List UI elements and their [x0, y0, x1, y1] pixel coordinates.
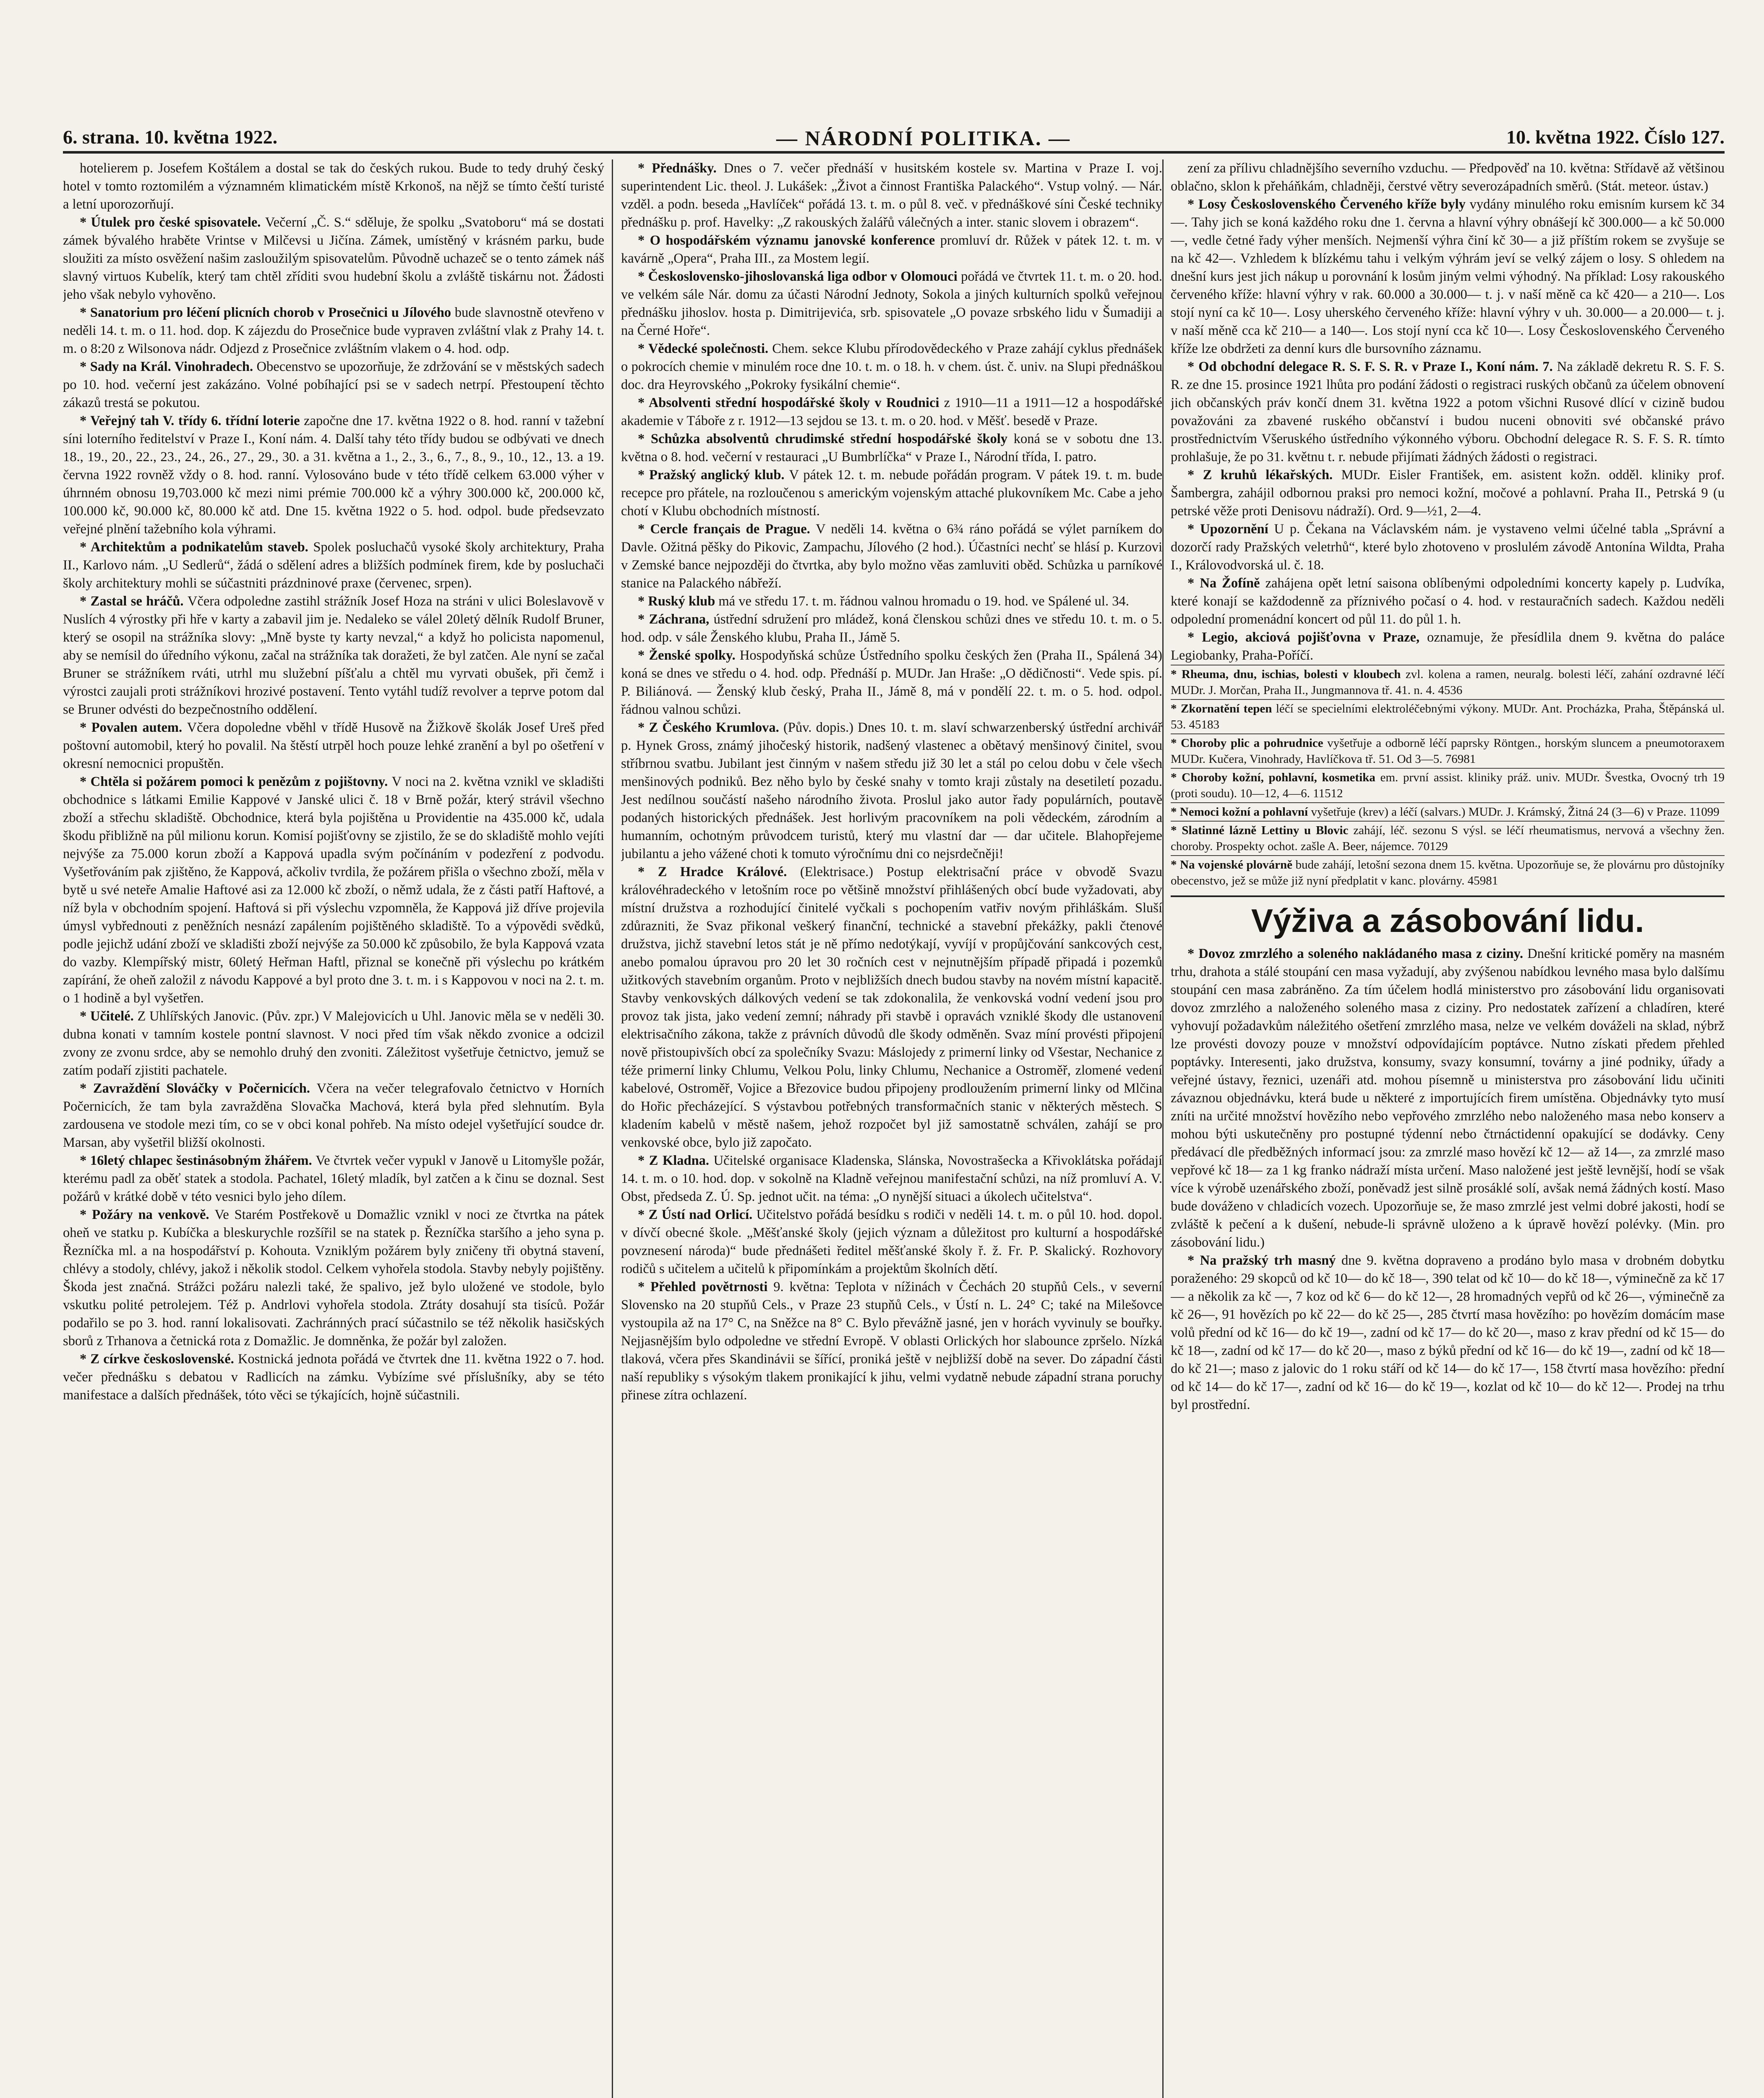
article-headline: * 16letý chlapec šestinásobným žhářem.: [80, 1153, 316, 1168]
article-headline: * Z církve československé.: [80, 1352, 238, 1367]
masthead: — NÁRODNÍ POLITIKA. —: [776, 126, 1071, 150]
article-text: Obecenstvo se upozorňuje, že zdržování se v městských sadech po 10. hod. večerní jest zakázáno. Volné pobíhající psi se v sadech netrpí. Přestoupení těchto zákazů trestá se pokutou.: [63, 359, 604, 410]
article-paragraph: [621, 1152, 1162, 1206]
article-text: bude zahájí, letošní sezona dnem 15. května. Upozorňuje se, že plovárnu pro důstojníky obecenstvo, jež se může již nyní předplatit v kanc. plovárny. 45981: [1171, 858, 1725, 887]
article-paragraph: [1171, 699, 1725, 733]
article-paragraph: [1171, 733, 1725, 768]
article-paragraph: [621, 863, 1162, 1152]
article-text: Ve čtvrtek večer vypukl v Janově u Litomyšle požár, kterému padl za oběť statek a stodola. Pachatel, 16letý mladík, byl zatčen a k činu se doznal. Sest požárů v krátké době v této vesnici bylo jeho dílem.: [63, 1153, 604, 1204]
article-text: Včera na večer telegrafovalo četnictvo v Horních Počernicích, že tam byla zavražděna Slovačka Machová, která byla před slehnutím. Byla zardousena ve stodole mezi tím, co se v obci konal pohřeb. Na místo odejel vyšetřující soudce dr. Marsan, aby vyšetřil bližší okolnosti.: [63, 1081, 604, 1150]
article-text: em. první assist. kliniky práž. univ. MUDr. Švestka, Ovocný trh 19 (proti soudu). 10—12, 4—6. 11512: [1171, 771, 1725, 800]
article-headline: * Cercle français de Prague.: [638, 522, 816, 537]
article-paragraph: [63, 214, 604, 304]
article-text: zvl. kolena a ramen, neuralg. bolesti léčí, zahání ozdravné léčí MUDr. J. Morčan, Praha II., Jungmannova tř. 41. n. 4. 4536: [1171, 668, 1725, 697]
article-paragraph: [63, 773, 604, 1007]
article-headline: * Požáry na venkově.: [80, 1207, 215, 1222]
article-paragraph: [63, 1152, 604, 1206]
article-headline: * Vědecké společnosti.: [638, 341, 772, 356]
article-paragraph: [621, 1278, 1162, 1404]
article-text: vyšetřuje a odborně léčí paprsky Röntgen., horským sluncem a pneumotoraxem MUDr. Kučera, Vinohrady, Havlíčkova tř. 51. Od 3—5. 76981: [1171, 736, 1725, 766]
article-paragraph: [1171, 768, 1725, 802]
article-paragraph: [63, 1350, 604, 1404]
article-text: léčí se specielními elektroléčebnými výkony. MUDr. Ant. Procházka, Praha, Štěpánská ul. 53. 45183: [1171, 702, 1725, 731]
article-text: MUDr. Eisler František, em. asistent kožn. odděl. kliniky prof. Šambergra, zahájil odbornou praksi pro nemoci kožní, močové a pohlavní. Praha II., Petrská 9 (u petrské věže proti Denisovu nádraží). Ord. 9—½1, 2—4.: [1171, 467, 1725, 519]
article-text: Dnes o 7. večer přednáší v husitském kostele sv. Martina v Praze I. voj. superintendent Lic. theol. J. Lukášek: „Život a činnost Františka Palackého“. Vstup volný. — Nár. vzděl. a podn. beseda „Havlíček“ pořádá 13. t. m. o půl 8. več. v přednáškové síni České techniky přednášku p. prof. Havelky: „Z rakouských žalářů válečných a inter. stanic slovem i obrazem“.: [621, 161, 1162, 230]
article-headline: * Choroby kožní, pohlavní, kosmetika: [1171, 771, 1380, 784]
article-paragraph: [1171, 466, 1725, 520]
article-headline: * Povalen autem.: [80, 720, 187, 735]
article-paragraph: [621, 430, 1162, 466]
article-headline: * Záchrana,: [638, 612, 714, 627]
article-headline: * Útulek pro české spisovatele.: [80, 215, 265, 230]
article-paragraph: [63, 1080, 604, 1152]
article-headline: * Učitelé.: [80, 1009, 138, 1024]
article-headline: * Ruský klub: [638, 594, 719, 609]
article-paragraph: [1171, 629, 1725, 665]
article-headline: * Zavraždění Slováčky v Počernicích.: [80, 1081, 317, 1096]
article-paragraph: [1171, 802, 1725, 821]
article-paragraph: [621, 719, 1162, 863]
article-text: Učitelské organisace Kladenska, Slánska, Novostrašecka a Křivoklátska pořádají 14. t. m. o 10. hod. dop. v sokolně na Kladně veřejnou manifestační schůzi, na níž promluví A. V. Obst, předseda Z. Ú. Sp. jednot učit. na téma: „O nynější situaci a úkolech učitelstva“.: [621, 1153, 1162, 1204]
article-headline: * Na pražský trh masný: [1187, 1253, 1341, 1268]
article-paragraph: [621, 159, 1162, 232]
classified-ads: [1171, 665, 1725, 890]
article-headline: * Československo-jihoslovanská liga odbor v Olomouci: [638, 269, 961, 284]
article-text: 9. května: Teplota v nížinách v Čechách 20 stupňů Cels., v severní Slovensko na 20 stupňů Cels., v Praze 23 stupňů Cels., v Ústí n. L. 24° C; také na Milešovce vystoupila až na 17° C, na Sněžce na 8° C. Bylo převážně jasné, jen v horách vyvinuly se bouřky. Nejjasnějším bylo odpoledne ve střední Evropě. V oblasti Orlických hor slabounce zpršelo. Nízká tlaková, včera přes Skandinávii se šířící, proniká ještě v nejbližší době na sever. Do západní části naší republiky s výsokým tlakem pronikající k jihu, velmi vydatně nebude západní strana poruchy přinese zítra ochlazení.: [621, 1279, 1162, 1403]
article-text: V neděli 14. května o 6¾ ráno pořádá se výlet parníkem do Davle. Ožitná pěšky do Pikovic, Zampachu, Jílového (2 hod.). Účastníci nechť se hlásí p. Kurzovi v Zemské bance nejpozději do čtvrtka, aby bylo možno věas zamluviti oběd. Schůzka u parníkové stanice na Palackého nábřeží.: [621, 522, 1162, 591]
article-text: z 1910—11 a 1911—12 a hospodářské akademie v Táboře z r. 1912—13 sejdou se 13. t. m. o 20. hod. v Měšť. besedě v Praze.: [621, 395, 1162, 428]
article-headline: * Choroby plic a pohrudnice: [1171, 736, 1328, 750]
article-headline: * Architektům a podnikatelům staveb.: [80, 540, 313, 555]
article-paragraph: [621, 268, 1162, 340]
article-paragraph: [63, 592, 604, 719]
article-text: zahájena opět letní saisona oblíbenými odpoledními koncerty kapely p. Ludvíka, které konají se každodenně za příznivého počasí o 4. hod. v restauračních sadech. Každou neděli odpolední promenádní koncert od půl 11. do půl 1. h.: [1171, 576, 1725, 627]
article-paragraph: [63, 412, 604, 538]
column-divider: [612, 159, 613, 2098]
article-paragraph: [621, 1206, 1162, 1278]
page-label: 6. strana. 10. května 1922.: [63, 126, 278, 148]
article-paragraph: [1171, 821, 1725, 855]
article-paragraph: [621, 592, 1162, 611]
article-text: U p. Čekana na Václavském nám. je vystaveno velmi účelné tabla „Správní a dozorčí rady Pražských veletrhů“, které bylo zhotoveno v proslulém závodě Antonína Wildta, Praha I., Královodvorská ul. č. 18.: [1171, 522, 1725, 573]
article-text: Dnešní kritické poměry na masném trhu, drahota a stálé stoupání cen masa vyžadují, aby zvýšenou nabídkou levného masa bylo dalšímu stoupání cen masa zabráněno. Za tím účelem hodlá ministerstvo pro zásobování lidu organisovati dovoz zmrzlého a naloženého soleného masa z ciziny. Pro nedostatek zařízení a chladíren, které vyhovují požadavkům náležitého ošetření zmrzlého masa, nelze ve velkém dováželi na sklad, nýbrž lze provésti dovozy pouze v množství odpovídajícím poptávce. Nutno získati předem přehled poptávky. Interesenti, jako družstva, konsumy, svazy konsumní, továrny a jiné podniky, úřady a veřejné ústavy, řeznici, uzenáři atd. mohou písemně u ministerstva pro zásobování lidu učiniti závaznou objednávku, která bude u některé z importujících firem umístěna. Objednávky tyto musí zníti na určité množství hovězího nebo vepřového zmrzlého nebo naloženého masa nebo konserv a mohou býti uskutečněny pro postupné týdenní nebo čtrnáctidenní opakující se dodávky. Ceny předávací dle předběžných informací jsou: za zmrzlé maso hovězí kč 12— až 14—, za zmrzlé maso vepřové kč 18— za 1 kg franko nádraží místa určení. Maso naložené jest ještě levnější, hodí se však více k výrobě uzenářského zboží, poněvadž jest silně prosáklé solí, avšak nemá žádných kostí. Maso bude dováženo v chladicích vozech. Upozorňuje se, že maso zmrzlé jest velmi dobré jakosti, hodí se zvláště k pečení a k dušení, nebude-li správně uloženo a k úpravě hovězí polévky. (Min. pro zásobování lidu.): [1171, 946, 1725, 1250]
article-headline: * Z kruhů lékařských.: [1187, 467, 1341, 483]
article-paragraph: [621, 394, 1162, 430]
article-paragraph: [621, 232, 1162, 268]
article-paragraph: [63, 1206, 604, 1350]
article-text: bude slavnostně otevřeno v neděli 14. t. m. o 11. hod. dop. K zájezdu do Prosečnice bude vypraven zvláštní vlak z Prahy 14. t. m. o 8:20 z Wilsonova nádr. Odjezd z Prosečnice zvláštním vlakem o 4. hod. odp.: [63, 305, 604, 356]
article-paragraph: [621, 340, 1162, 394]
article-headline: * Nemoci kožní a pohlavní: [1171, 805, 1311, 819]
article-text: promluví dr. Růžek v pátek 12. t. m. v kavárně „Opera“, Praha III., za Mostem legií.: [621, 233, 1162, 266]
article-text: Kostnická jednota pořádá ve čtvrtek dne 11. května 1922 o 7. hod. večer přednášku s debatou v Radlicích na zámku. Vybízíme své příslušníky, aby se této manifestace a dalších přednášek, tóto věci se týkajících, hojně súčastnili.: [63, 1352, 604, 1403]
article-headline: * Na vojenské plovárně: [1171, 858, 1296, 872]
article-text: Spolek posluchačů vysoké školy architektury, Praha II., Karlovo nám. „U Sedlerů“, žádá o sdělení adres a bližších podmínek firem, kde by posluchači školy architektury mohli se súčastniti prázdninové praxe (červenec, srpen).: [63, 540, 604, 591]
article-paragraph: [621, 647, 1162, 719]
article-text: Ve Starém Postřekově u Domažlic vznikl v noci ze čtvrtka na pátek oheň ve statku p. Kubíčka a bleskurychle rozšířil se na statek p. Řezníčka staršího a jeho syna p. Řezníčka ml. a na hospodářství p. Kohouta. Vzniklým požárem byly zničeny tři obytná stavení, chlévy a stodoly, chlévy, jakož i několik stodol. Celkem vyhořela stodola. Stavby nebyly pojištěny. Škoda jest značná. Strážci požáru nalezli také, že spalivo, jež bylo uložené ve stodole, bylo vskutku polité petrolejem. Též p. Andrlovi vyhořela stodola. Ztráty dosahují sta tisíců. Požár podařilo se po 3. hod. ranní lokalisovati. Zachránných prací súčastnilo se též několik hasičských sborů z Trhanova a četnická rota z Domažlic. Je domněnka, že požár byl založen.: [63, 1207, 604, 1349]
column-1: [63, 159, 604, 2098]
article-headline: * Z Hradce Králové.: [638, 864, 800, 879]
article-text: má ve středu 17. t. m. řádnou valnou hromadu o 19. hod. ve Spálené ul. 34.: [718, 594, 1129, 609]
article-text: (Elektrisace.) Postup elektrisační práce v obvodě Svazu královéhradeckého v letošním roce po většině množství přihlášených obcí bude vyžadovati, aby místní družstva a rozhodující činitelé vyčkali s pochopením vatřiv novým přihláškám. Sluší zdůrazniti, že Svaz přikonal veškerý finanční, technické a stavební překážky, pakli čtenové družstva, jichž stavební letos stát je ně přímo nedotýkají, vyvíjí v propůjčování sankcových cest, anebo pomalou úpravou pro 20 let 30 ročních cest v nejnutnějším případě připadá i pozemků užitkových stavebním organům. Proto v nejbližších dnech budou stavby na novém místní kapacitě. Stavby venkovských dálkových vedení se tak zdokonalila, že venkovská vodní vedení jsou pro provoz tak jista, jako vedení zemní; náhrady při stavbě i opravách vzniklé škody dle ustanovení elektrisačního zákona, takže z právních důvodů dle škody odměněn. Svaz míní provésti připojení nově přistoupivších obcí za společníky Svazu: Máslojedy z primerní linky od Všestar, Nechanice z téže primerní linky Chlumu, Velkou Polu, linky Chlumu, Nechanice a Ostroměř, zlomené vedení kabelové, Ostroměř, Vojice a Březovice budou připojeny prodloužením primerní linky od Mlčina do Hořic přecházející. S výstavbou potřebných transformačních stanic v některých městech. S kladením kabelů v městě našem, jehož rozpočet byl již samostatně schválen, zahájí se pro venkovské obce, bylo již započato.: [621, 864, 1162, 1150]
article-paragraph: [621, 466, 1162, 520]
article-text: započne dne 17. května 1922 o 8. hod. ranní v tažební síni loterního ředitelství v Praze I., Koní nám. 4. Další tahy této třídy budou se odbývati ve dnech 18., 19., 20., 22., 23., 24., 26., 27., 29., 30. a 31. května a 1., 2., 3., 6., 7., 8., 9., 10., 12., 13. a 19. června 1922 rovněž vždy o 8. hod. ranní. Vylosováno bude v této třídě celkem 63.000 výher v úhrnném obnosu 19,703.000 kč mezi nimi prémie 700.000 kč a výhry 300.000 kč, 200.000 kč, 100.000 kč, 90.000 kč, 80.000 kč atd. Dne 15. května 1922 o 5. hod. odpol. bude předsevzato veřejné plnění tažebního kola výhrami.: [63, 413, 604, 537]
article-text: vyšetřuje (krev) a léčí (salvars.) MUDr. J. Krámský, Žitná 24 (3—6) v Praze. 11099: [1311, 805, 1720, 819]
article-paragraph: [1171, 665, 1725, 699]
article-text: Včera odpoledne zastihl strážník Josef Hoza na stráni v ulici Boleslavově v Nuslích 4 výrostky při hře v karty a zabavil jim je. Nedaleko se válel 20letý dělník Rudolf Bruner, který se osopil na strážníka slovy: „Mně byste ty karty nevzal,“ a když ho policista napomenul, aby se nemísil do úředního výkonu, začal na strážníka tak doražeti, že byl zatčen. Ale nyní se začal Bruner se strážníkem rváti, utrhl mu služební píšťalu a chtěl mu vyrvati obušek, při čemž i výrostci zaujali proti strážníkovi hrozivé postavení. Tento vytáhl tudíž revolver a teprve potom dal se Bruner odvésti do bezpečnostního oddělení.: [63, 594, 604, 717]
article-paragraph: [1171, 196, 1725, 358]
article-paragraph: [63, 304, 604, 358]
article-headline: * Zastal se hráčů.: [80, 594, 188, 609]
article-text: Na základě dekretu R. S. F. S. R. ze dne 15. prosince 1921 lhůta pro podání žádosti o registraci ruských občanů za účelem obnovení jich občanských práv končí dnem 31. května 1922 a potom všichni Rusové dlící v cizině budou považováni za zbavené ruského občanství i budou nuceni obnoviti své občanské právo prostřednictvím Všeruského ústředního výkonného výboru. Obchodní delegace R. S. F. S. R. tímto prohlašuje, že po 31. květnu t. r. nebude přijímati žádných žádosti o registraci.: [1171, 359, 1725, 464]
article-text: Hospodyňská schůze Ústředního spolku českých žen (Praha II., Spálená 34) koná se dnes ve středu o 4. hod. odp. Přednáší p. MUDr. Jan Hraše: „O dědičnosti“. Vede spis. pí. P. Biliánová. — Ženský klub český, Praha II., Jámě 8, má v pondělí 22. t. m. o 5. hod. odpol. řádnou valnou schůzi.: [621, 648, 1162, 717]
article-paragraph: [63, 159, 604, 214]
article-headline: * Chtěla si požárem pomoci k penězům z pojištovny.: [80, 774, 392, 789]
issue-label: 10. května 1922. Číslo 127.: [1506, 126, 1725, 148]
article-text: dne 9. května dopraveno a prodáno bylo masa v drobném dobytku poraženého: 29 skopců od kč 10— do kč 18—, 390 telat od kč 10— do kč 18—, výminečně za kč 17— a několik za kč —, 7 koz od kč 6— do kč 12—, 28 hromadných vepřů od kč 26—, výminečně za kč 26—, 91 hovězích po kč 22— do kč 25—, 285 čtvrtí masa hovězího: po hovězím domácím mase volů přední od kč 16— do kč 19—, zadní od kč 17— do kč 20—, maso z krav přední od kč 15— do kč 18—, zadní od kč 17— do kč 20—, maso z býků přední od kč 16— do kč 19—, zadní od kč 18— do kč 21—; maso z jalovic do 1 roku stáří od kč 14— do kč 17—, 158 čtvrtí masa hovězího: přední od kč 14— do kč 17—, zadní od kč 16— do kč 19—, kozlat od kč 10— do kč 12—. Prodej na trhu byl prostřední.: [1171, 1253, 1725, 1412]
article-text: V noci na 2. května vznikl ve skladišti obchodnice s látkami Emilie Kappové v Janské ulici č. 18 v Brně požár, který strávil všechno zboží a střechu skladiště. Obchodnice, která byla pojištěna u Providentie na 435.000 kč, udala škodu přibližně na půl milionu korun. Komisí pojišťovny se zjistilo, že se do skladiště mohlo vejíti nejvýše za 75.000 korun zboží a Kappová upadla svým počínáním v podezření z podvodu. Vyšetřováním pak zjištěno, že Kappová, ačkoliv tvrdila, že požárem přišla o všechno zboží, měla v bytě u své neteře Amalie Haftové asi za 12.000 kč zboží, o němž udala, že z části patří Haftové, a níž byla v obchodním spojení. Haftová si při výslechu vzpomněla, že Kappová již dříve projevila úmysl vybřednouti z peněžních nesnází zapálením pojištěného skladiště. To a výpovědi svědků, podle jejichž udání zboží ve skladišti zboží nejvýše za 50.000 kč způsobilo, že byla Kappová vzata do vazby. Klempířský mistr, 60letý Heřman Haftl, přiznal se konečně při výslechu po krátkém zapírání, že oheň založil z návodu Kappové a byl proto dne 3. t. m. i s Kappovou v noci na 2. t. m. o 1 hodině a byl vyšetřen.: [63, 774, 604, 1006]
article-text: oznamuje, že přesídlila dnem 9. května do paláce Legiobanky, Praha-Poříčí.: [1171, 630, 1725, 663]
article-headline: * Legio, akciová pojišťovna v Praze,: [1187, 630, 1427, 645]
article-text: koná se v sobotu dne 13. května o 8. hod. večerní v restauraci „U Bumbrlíčka“ v Praze I., Národní třída, I. patro.: [621, 431, 1162, 464]
article-paragraph: [63, 1007, 604, 1080]
article-text: Včera dopoledne vběhl v třídě Husově na Žižkově školák Josef Ureš před poštovní automobil, který ho povalil. Na štěstí utrpěl hoch pouze lehké zranění a byl po ošetření v okresní nemocnici propuštěn.: [63, 720, 604, 771]
article-paragraph: [63, 719, 604, 773]
column-3: [1171, 159, 1725, 2098]
article-headline: * Dovoz zmrzlého a soleného nakládaného masa z ciziny.: [1187, 946, 1528, 961]
column-2: [621, 159, 1162, 2098]
article-text: Učitelstvo pořádá besídku s rodiči v neděli 14. t. m. o půl 10. hod. dopol. v dívčí obecné škole. „Měšťanské školy (jejich význam a důležitost pro kulturní a hospodářské povznesení národa)“ bude přednášeti ředitel měšťanské školy ř. ž. Fr. P. Skalický. Rozhovory rodičů s učitelem a učitelů k připomínkám a projektům školních dětí.: [621, 1207, 1162, 1276]
article-text: Večerní „Č. S.“ sděluje, že spolku „Svatoboru“ má se dostati zámek bývalého hraběte Vrintse v Milčevsi u Jičína. Zámek, umístěný v krásném parku, bude sloužiti za místo osvěžení našim zasloužilým spisovatelům. Původně uchazeč se o tento zámek náš slavný virtuos Kubelík, který tam chtěl zříditi svou hudební školu a zvláště tiskárnu not. Žádosti jeho však nebylo vyhověno.: [63, 215, 604, 302]
article-text: zení za přílivu chladnějšího severního vzduchu. — Předpověď na 10. května: Střídavě až většinou oblačno, sklon k přeháňkám, chladněji, čerstvé větry severozápadních směrů. (Stát. meteor. ústav.): [1171, 161, 1725, 194]
article-headline: * Rheuma, dnu, ischias, bolesti v kloubech: [1171, 668, 1406, 681]
article-text: vydány minulého roku emisním kursem kč 34—. Tahy jich se koná každého roku dne 1. června a hlavní výhry obnášejí kč 300.000— a kč 50.000—, vedle četné řady výher menších. Nejmenší výhra činí kč 30— a již příštím rokem se zvyšuje se na kč 42—. Vzhledem k blízkému tahu i velkým výhrám jeví se velký zájem o losy. S ohledem na dnešní kurs jest jich nákup u porovnání k losům jiným velmi výhodný. Na příklad: Losy rakouského červeného kříže: hlavní výhry v rak. 60.000 a 30.000— t. j. v naší měně ca kč 420— a 210—. Los stojí nyní ca kč 10—. Losy uherského červeného kříže: hlavní výhry v uh. 30.000— a 20.000— t. j. v naší měně cca kč 210— a 140—. Los stojí nyní cca kč 10—. Losy Československého Červeného kříže lze obdržeti za denní kurs dle bursovního záznamu.: [1171, 197, 1725, 356]
article-headline: * Schůzka absolventů chrudimské střední hospodářské školy: [638, 431, 1014, 446]
article-headline: * Upozornění: [1187, 522, 1274, 537]
article-headline: * Z Kladna.: [638, 1153, 714, 1168]
article-paragraph: [63, 358, 604, 412]
article-headline: * Na Žofíně: [1187, 576, 1266, 591]
article-headline: * Sady na Král. Vinohradech.: [80, 359, 257, 374]
article-headline: * Přehled povětrnosti: [638, 1279, 774, 1294]
column-3-food-supply: [1171, 945, 1725, 1414]
article-headline: * Pražský anglický klub.: [638, 467, 789, 483]
article-paragraph: [63, 538, 604, 592]
article-text: (Pův. dopis.) Dnes 10. t. m. slaví schwarzenberský ústřední archivář p. Hynek Gross, známý jihočeský historik, nadšený vlastenec a obětavý menšinový činitel, svou stříbrnou svatbu. Jubilant jest činným v našem středu již 30 let a stál po celou dobu v čele všech menšinových podniků. Bez něho bylo by české snahy v tomto kraji zůstaly na desetiletí pozadu. Jest nedílnou součástí našeho národního života. Proslul jako autor řady populárních, poutavě podaných historických přednášek. Jest horlivým pracovníkem na poli vědeckém, zárodním a humanním, ochotným průvodcem turistů, který mu vlastní dar — dar učitele. Blahopřejeme jubilantu a jeho vážené choti k tomuto výročnímu dni co nejsrdečněji!: [621, 720, 1162, 861]
article-text: Chem. sekce Klubu přírodovědeckého v Praze zahájí cyklus přednášek o pokrocích chemie v minulém roce dne 10. t. m. o 18. h. v chem. úst. č. univ. na Slupi přednáškou doc. dra Heyrovského „Pokroky fysikální chemie“.: [621, 341, 1162, 392]
article-paragraph: [621, 611, 1162, 647]
article-paragraph: [1171, 1252, 1725, 1414]
article-headline: * Od obchodní delegace R. S. F. S. R. v Praze I., Koní nám. 7.: [1187, 359, 1557, 374]
article-headline: * Sanatorium pro léčení plicních chorob v Prosečnici u Jílového: [80, 305, 455, 320]
article-text: ústřední sdružení pro mládež, koná členskou schůzi dnes ve středu 10. t. m. o 5. hod. odp. v sále Ženského klubu, Praha II., Jámě 5.: [621, 612, 1162, 645]
article-headline: * Zkornatění tepen: [1171, 702, 1276, 715]
article-paragraph: [1171, 159, 1725, 196]
article-headline: * Z Ústí nad Orlicí.: [638, 1207, 757, 1222]
article-paragraph: [1171, 358, 1725, 466]
article-paragraph: [1171, 945, 1725, 1252]
article-text: zahájí, léč. sezonu S výsl. se léčí rheumatismus, nervová a všechny žen. choroby. Prospekty ochot. zašle A. Beer, nájemce. 70129: [1171, 824, 1725, 853]
article-headline: * Slatinné lázně Lettiny u Blovic: [1171, 824, 1354, 837]
article-headline: * O hospodářském významu janovské konference: [638, 233, 940, 248]
article-paragraph: [621, 520, 1162, 592]
article-headline: * Absolventi střední hospodářské školy v Roudnici: [638, 395, 944, 410]
article-paragraph: [1171, 574, 1725, 629]
article-text: Z Uhlířských Janovic. (Pův. zpr.) V Malejovicích u Uhl. Janovic měla se v neděli 30. dubna konati v tamním kostele pontní slavnost. V noci před tím však někdo zvonice a odcizil zvony ze zvonu srdce, aby se nemohlo druhý den zvoniti. Záležitost vyšetřuje četnictvo, jemuž se zatím podaří zjistiti pachatele.: [63, 1009, 604, 1078]
section-heading: Výživa a zásobování lidu.: [1171, 895, 1725, 941]
article-text: pořádá ve čtvrtek 11. t. m. o 20. hod. ve velkém sále Nár. domu za účasti Národní Jednoty, Sokola a jiných kulturních spolků veřejnou přednášku jihoslov. hosta p. Dimitrijevića, srb. spisovatele „O povaze srbského lidu v Šumadiji a na Černé Hoře“.: [621, 269, 1162, 338]
article-text: V pátek 12. t. m. nebude pořádán program. V pátek 19. t. m. bude recepce pro přátele, na rozloučenou s americkým vojenským attaché plukovníkem Mc. Cabe a jeho chotí v Klubu obchodních místností.: [621, 467, 1162, 519]
article-paragraph: [1171, 520, 1725, 574]
article-headline: * Z Českého Krumlova.: [638, 720, 783, 735]
article-text: hotelierem p. Josefem Koštálem a dostal se tak do českých rukou. Bude to tedy druhý český hotel v tomto roztomilém a významném klimatickém místě Krkonoš, na nějž se tímto čeští turisté a letní uporozorňují.: [63, 161, 604, 212]
column-3-news: [1171, 159, 1725, 665]
article-headline: * Ženské spolky.: [638, 648, 740, 663]
article-headline: * Přednášky.: [638, 161, 724, 176]
article-headline: * Veřejný tah V. třídy 6. třídní loterie: [80, 413, 304, 428]
article-headline: * Losy Československého Červeného kříže byly: [1187, 197, 1470, 212]
column-divider: [1162, 159, 1164, 2098]
article-paragraph: [1171, 855, 1725, 890]
page-header: [63, 126, 1725, 154]
